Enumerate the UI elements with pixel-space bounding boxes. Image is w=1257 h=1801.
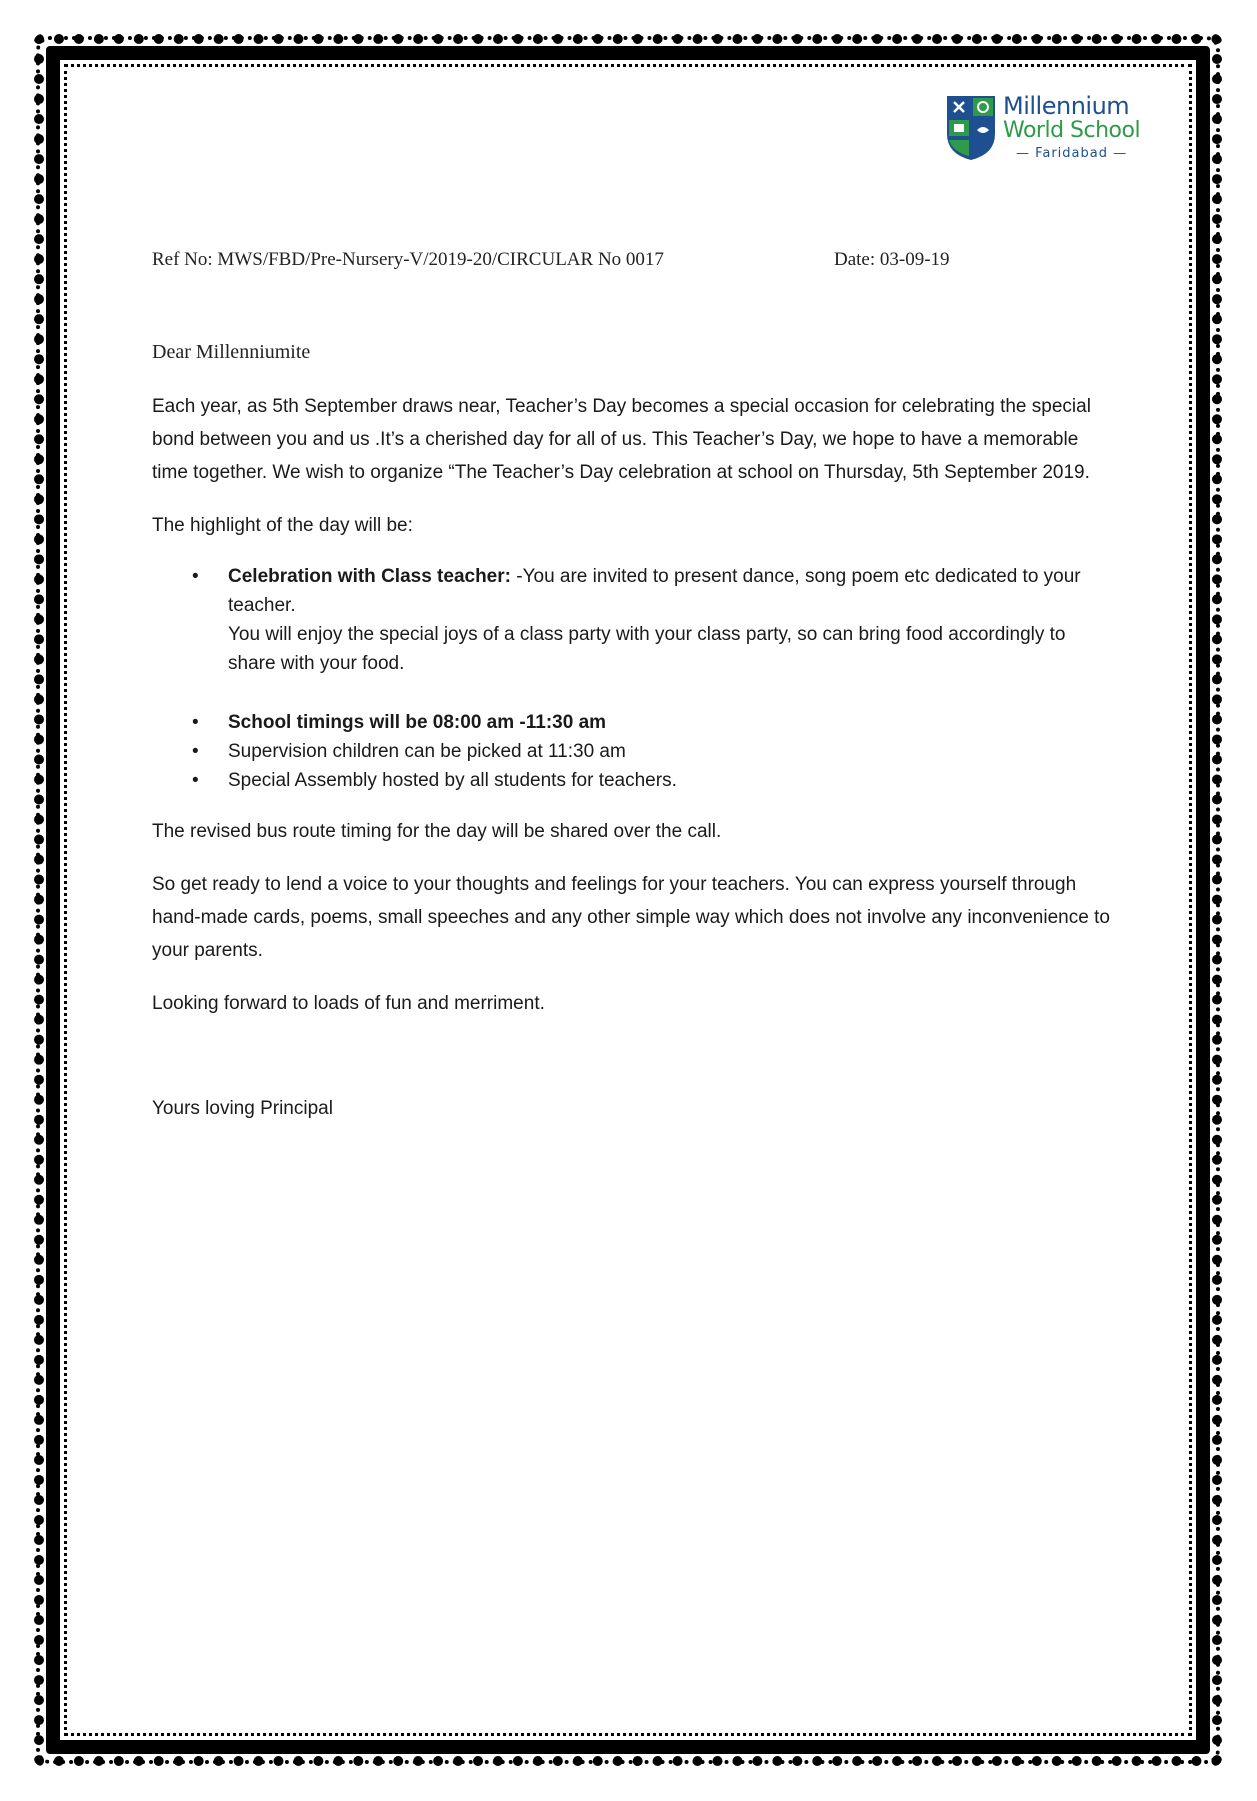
shield-emblem-icon bbox=[945, 94, 997, 162]
logo-name-line1: Millennium bbox=[1003, 92, 1130, 120]
signoff: Yours loving Principal bbox=[152, 1098, 333, 1119]
closing-paragraph: Looking forward to loads of fun and merriment. bbox=[152, 993, 545, 1014]
circular-date: Date: 03-09-19 bbox=[834, 249, 950, 270]
bullet-icon: • bbox=[192, 566, 199, 587]
intro-paragraph: Each year, as 5th September draws near, Teacher’s Day becomes a special occasion for celebrating the special bond between you and us .It’s a cherished day for all of us. This Teacher’s Day, we hope to have a memorable time together. We wish to organize “The Teacher’s Day celebration at school on Thursday, 5th September 2019. bbox=[152, 396, 1091, 483]
list-item bbox=[152, 766, 1112, 795]
bullet-text: Special Assembly hosted by all students for teachers. bbox=[228, 770, 677, 791]
salutation: Dear Millenniumite bbox=[152, 341, 311, 363]
reference-line bbox=[152, 249, 972, 271]
highlight-intro: The highlight of the day will be: bbox=[152, 515, 413, 536]
highlight-list bbox=[152, 562, 1112, 795]
bullet-icon: • bbox=[192, 770, 199, 791]
school-logo bbox=[945, 94, 1145, 166]
expression-paragraph: So get ready to lend a voice to your thoughts and feelings for your teachers. You can express yourself through hand-made cards, poems, small speeches and any other simple way which does not involve any inconvenience to your parents. bbox=[152, 874, 1110, 961]
list-item bbox=[152, 562, 1112, 678]
bullet-text: -You are invited to present dance, song poem etc dedicated to your teacher. bbox=[228, 566, 1081, 616]
bus-route-note: The revised bus route timing for the day will be shared over the call. bbox=[152, 821, 722, 842]
logo-location: — Faridabad — bbox=[1015, 146, 1128, 161]
bullet-text: Supervision children can be picked at 11:30 am bbox=[228, 741, 626, 762]
list-item bbox=[152, 708, 1112, 737]
letter-body bbox=[152, 390, 1112, 1145]
bullet-icon: • bbox=[192, 741, 199, 762]
list-item bbox=[152, 737, 1112, 766]
bullet-heading: Celebration with Class teacher: bbox=[228, 566, 511, 587]
bullet-extra-text: You will enjoy the special joys of a class party with your class party, so can bring food accordingly to share with your food. bbox=[228, 624, 1066, 674]
reference-number: Ref No: MWS/FBD/Pre-Nursery-V/2019-20/CIRCULAR No 0017 bbox=[152, 249, 664, 270]
bullet-icon: • bbox=[192, 712, 199, 733]
bullet-heading: School timings will be 08:00 am -11:30 am bbox=[228, 712, 607, 733]
logo-name-line2: World School bbox=[1003, 118, 1141, 143]
